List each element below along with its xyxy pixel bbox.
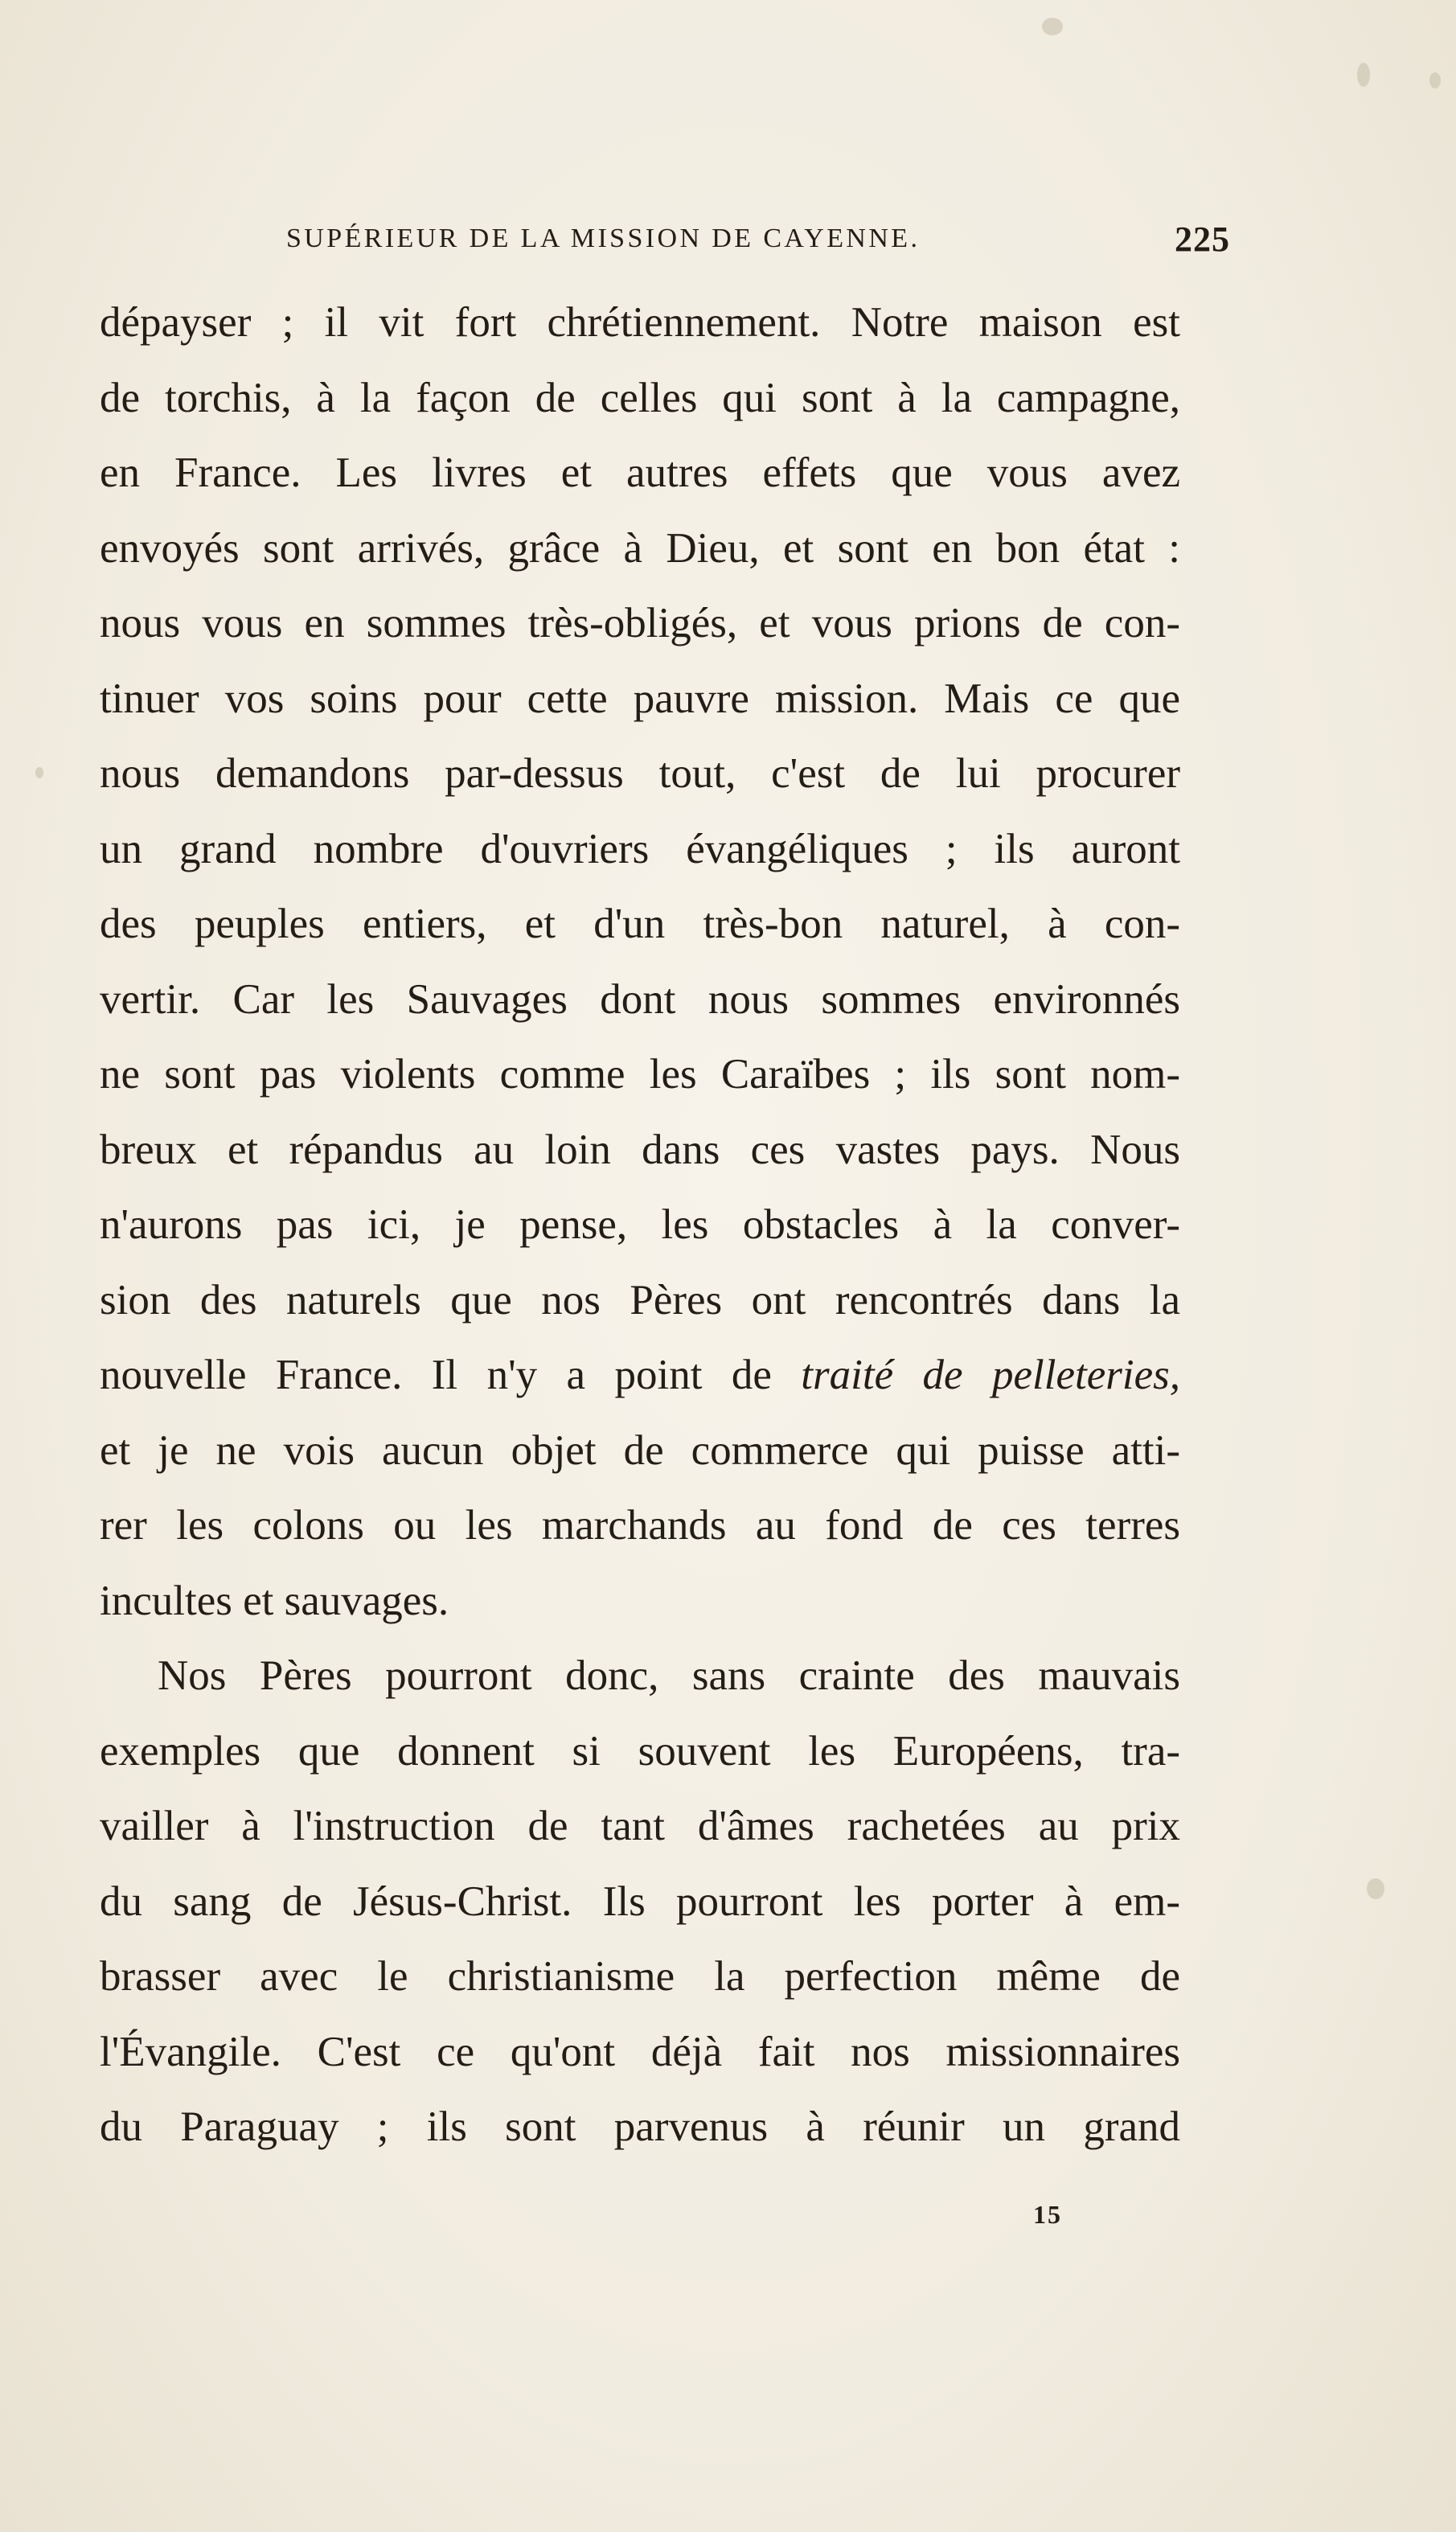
paper-stain (1429, 72, 1441, 88)
paper-stain (1357, 63, 1370, 87)
text-line: brasser avec le christianisme la perfection même de (100, 1953, 1180, 2000)
paper-stain (1042, 18, 1063, 35)
paragraph-first-line: Nos Pères pourront donc, sans crainte des mauvais (158, 1652, 1180, 1699)
text-line: nous vous en sommes très-obligés, et vous prions de con- (100, 600, 1180, 646)
text-line: ne sont pas violents comme les Caraïbes ; ils sont nom- (100, 1051, 1180, 1098)
running-title: SUPÉRIEUR DE LA MISSION DE CAYENNE. (286, 224, 921, 253)
text-line: envoyés sont arrivés, grâce à Dieu, et sont en bon état : (100, 524, 1180, 572)
text-line: dépayser ; il vit fort chrétiennement. Notre maison est (100, 299, 1180, 346)
text-line: l'Évangile. C'est ce qu'ont déjà fait nos missionnaires (100, 2028, 1180, 2075)
text-line: nous demandons par-dessus tout, c'est de lui procurer (100, 750, 1180, 797)
text-line: breux et répandus au loin dans ces vastes pays. Nous (100, 1126, 1180, 1173)
running-head (286, 220, 1230, 272)
signature-mark: 15 (1033, 2200, 1062, 2229)
text-line: du sang de Jésus-Christ. Ils pourront les porter à em- (100, 1877, 1180, 1925)
text-line: un grand nombre d'ouvriers évangéliques ; ils auront (100, 825, 1180, 872)
text-line: vailler à l'instruction de tant d'âmes rachetées au prix (100, 1803, 1180, 1849)
text-line: des peuples entiers, et d'un très-bon naturel, à con- (100, 901, 1180, 947)
text-line: en France. Les livres et autres effets que vous avez (100, 449, 1180, 496)
page-number: 225 (1175, 220, 1230, 259)
text-line: tinuer vos soins pour cette pauvre mission. Mais ce que (100, 675, 1180, 722)
text-line-with-italic (100, 1338, 1180, 1414)
text-line: et je ne vois aucun objet de commerce qui puisse atti- (100, 1426, 1180, 1474)
line-text: nouvelle France. Il n'y a point de (100, 1352, 802, 1398)
text-line: sion des naturels que nos Pères ont rencontrés dans la (100, 1276, 1180, 1323)
paper-stain (1367, 1878, 1384, 1899)
text-line: vertir. Car les Sauvages dont nous sommes environnés (100, 975, 1180, 1023)
text-line: rer les colons ou les marchands au fond de ces terres (100, 1502, 1180, 1549)
text-line: exemples que donnent si souvent les Européens, tra- (100, 1727, 1180, 1775)
text-line: de torchis, à la façon de celles qui sont à la campagne, (100, 374, 1180, 421)
text-line: n'aurons pas ici, je pense, les obstacles à la conver- (100, 1201, 1180, 1248)
body-text (100, 285, 1180, 2165)
italic-phrase: traité de pelleteries, (801, 1352, 1180, 1398)
paragraph-end-line: incultes et sauvages. (100, 1577, 449, 1624)
paper-stain (35, 767, 43, 778)
text-line: du Paraguay ; ils sont parvenus à réunir un grand (100, 2103, 1180, 2150)
